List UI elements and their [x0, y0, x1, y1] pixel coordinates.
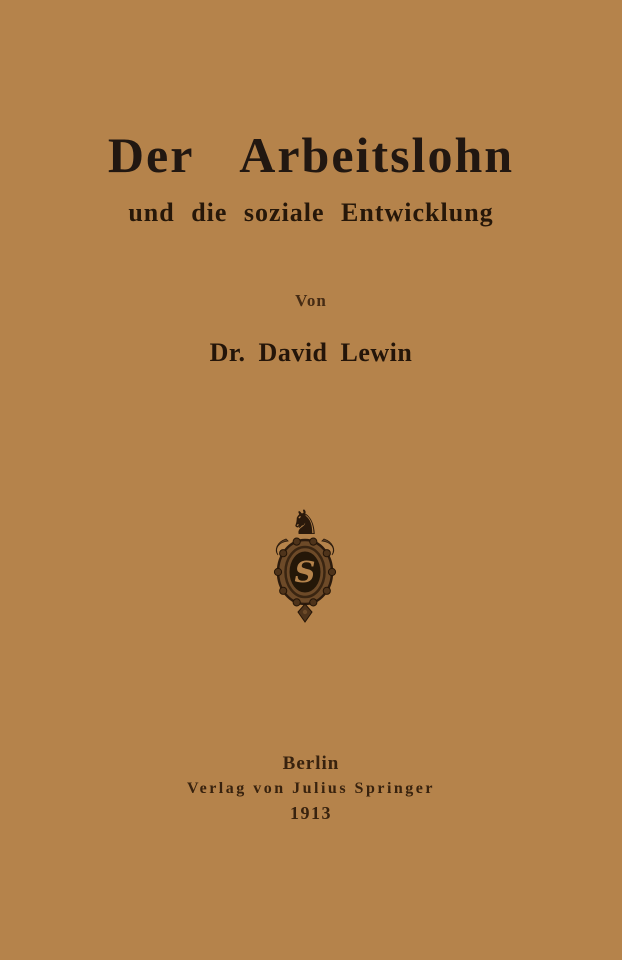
book-subtitle: und die soziale Entwicklung [128, 198, 494, 227]
imprint-block [0, 751, 622, 826]
emblem-monogram: S [294, 555, 316, 589]
emblem-pendant-dot [303, 610, 307, 614]
knight-icon: ♞ [289, 503, 321, 543]
book-title: Der Arbeitslohn [107, 127, 515, 183]
imprint-year: 1913 [290, 803, 332, 823]
springer-emblem-graphic [264, 503, 346, 625]
publisher-emblem [264, 503, 346, 625]
author-name: Dr. David Lewin [209, 338, 413, 367]
byline-label: Von [295, 291, 327, 310]
imprint-city: Berlin [282, 753, 340, 774]
imprint-publisher: Verlag von Julius Springer [187, 780, 435, 797]
